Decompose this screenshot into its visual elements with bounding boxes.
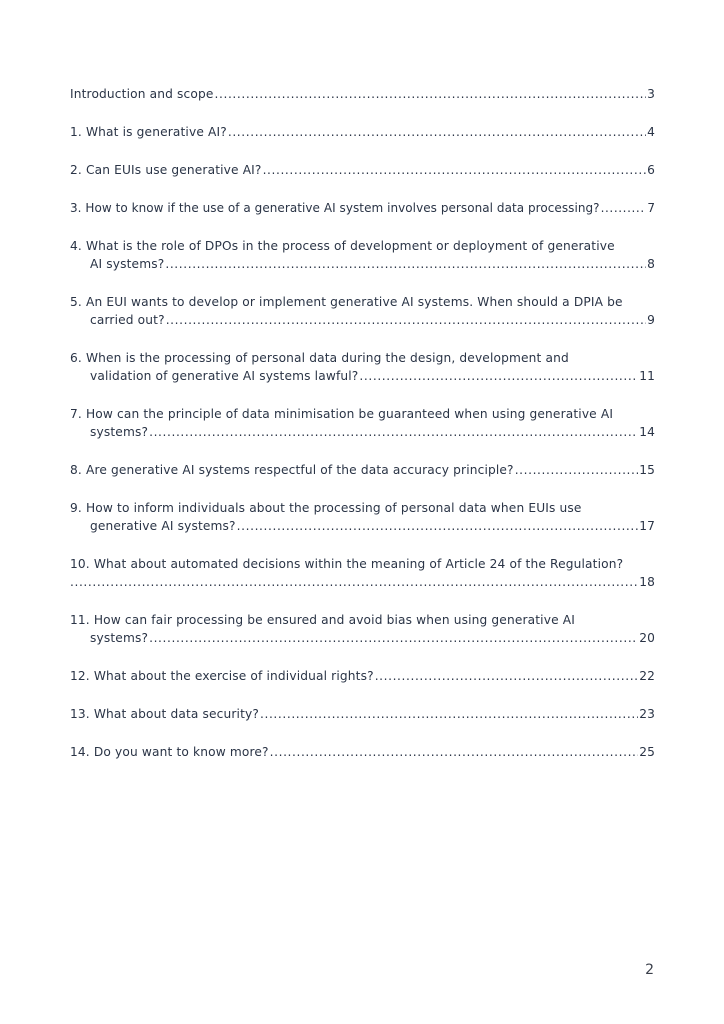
toc-line	[70, 85, 655, 103]
toc-page-number: 3	[647, 87, 655, 101]
toc-line	[70, 367, 655, 385]
toc-line	[70, 123, 655, 141]
toc-entry-title: 9. How to inform individuals about the processing of personal data when EUIs use	[70, 501, 582, 515]
dot-leader	[149, 629, 638, 647]
toc-entry-title: 3. How to know if the use of a generative AI system involves personal data processing?	[70, 201, 600, 215]
dot-leader	[515, 461, 639, 479]
toc-page-number: 11	[639, 369, 655, 383]
toc-line	[70, 705, 655, 723]
toc-entry-title-continued: carried out?	[90, 313, 165, 327]
toc-line	[70, 667, 655, 685]
toc-entry-title: Introduction and scope	[70, 87, 214, 101]
dot-leader	[70, 573, 638, 591]
toc-page-number: 6	[647, 163, 655, 177]
toc-entry-title: 13. What about data security?	[70, 707, 259, 721]
toc-page-number: 22	[639, 669, 655, 683]
toc-page-number: 25	[639, 745, 655, 759]
dot-leader	[375, 667, 639, 685]
dot-leader	[237, 517, 639, 535]
toc-entry[interactable]	[70, 199, 655, 217]
toc-page-number: 7	[647, 201, 655, 215]
dot-leader	[149, 423, 638, 441]
toc-line	[70, 255, 655, 273]
toc-entry-title: 10. What about automated decisions within the meaning of Article 24 of the Regulation?	[70, 557, 624, 571]
toc-entry[interactable]	[70, 123, 655, 141]
toc-entry[interactable]	[70, 667, 655, 685]
toc-entry[interactable]	[70, 461, 655, 479]
dot-leader	[359, 367, 638, 385]
dot-leader	[260, 705, 638, 723]
toc-page-number: 4	[647, 125, 655, 139]
dot-leader	[215, 85, 647, 103]
toc-entry-title: 14. Do you want to know more?	[70, 745, 269, 759]
toc-line	[70, 629, 655, 647]
footer-page-number: 2	[645, 962, 654, 978]
toc-entry-title: 8. Are generative AI systems respectful of the data accuracy principle?	[70, 463, 514, 477]
toc-entry-title: 6. When is the processing of personal data during the design, development and	[70, 351, 569, 365]
toc-line	[70, 743, 655, 761]
toc-entry[interactable]	[70, 237, 655, 273]
toc-page-number: 9	[647, 313, 655, 327]
dot-leader	[166, 311, 646, 329]
toc-page-number: 17	[639, 519, 655, 533]
toc-entry-title: 12. What about the exercise of individual rights?	[70, 669, 374, 683]
toc-line	[70, 461, 655, 479]
toc-page-number: 23	[639, 707, 655, 721]
toc-page-number: 15	[639, 463, 655, 477]
toc-entry[interactable]	[70, 611, 655, 647]
toc-line	[70, 517, 655, 535]
toc-entry-title: 2. Can EUIs use generative AI?	[70, 163, 262, 177]
toc-line	[70, 423, 655, 441]
toc-entry-title: 11. How can fair processing be ensured and avoid bias when using generative AI	[70, 613, 575, 627]
toc-entry-title-continued: generative AI systems?	[90, 519, 236, 533]
toc-entry[interactable]	[70, 161, 655, 179]
toc-page-number: 18	[639, 575, 655, 589]
toc-entry-title-continued: AI systems?	[90, 257, 165, 271]
toc-entry[interactable]	[70, 555, 655, 591]
toc-page-number: 20	[639, 631, 655, 645]
dot-leader	[263, 161, 647, 179]
toc-entry[interactable]	[70, 405, 655, 441]
toc-entry-title: 7. How can the principle of data minimisation be guaranteed when using generative AI	[70, 407, 614, 421]
toc-entry[interactable]	[70, 85, 655, 103]
toc-entry-title: 1. What is generative AI?	[70, 125, 227, 139]
dot-leader	[270, 743, 639, 761]
toc-entry[interactable]	[70, 499, 655, 535]
toc-entry[interactable]	[70, 705, 655, 723]
table-of-contents	[70, 85, 655, 781]
dot-leader	[601, 199, 647, 217]
toc-entry[interactable]	[70, 293, 655, 329]
toc-entry[interactable]	[70, 743, 655, 761]
toc-line	[70, 573, 655, 591]
toc-line	[70, 199, 655, 217]
toc-entry-title-continued: validation of generative AI systems lawful?	[90, 369, 359, 383]
toc-page-number: 14	[639, 425, 655, 439]
dot-leader	[228, 123, 646, 141]
dot-leader	[165, 255, 646, 273]
toc-entry-title-continued: systems?	[90, 631, 149, 645]
toc-entry-title-continued: systems?	[90, 425, 149, 439]
toc-page-number: 8	[647, 257, 655, 271]
toc-entry[interactable]	[70, 349, 655, 385]
toc-line	[70, 161, 655, 179]
toc-line	[70, 311, 655, 329]
toc-entry-title: 4. What is the role of DPOs in the process of development or deployment of generative	[70, 239, 615, 253]
toc-entry-title: 5. An EUI wants to develop or implement generative AI systems. When should a DPIA be	[70, 295, 623, 309]
